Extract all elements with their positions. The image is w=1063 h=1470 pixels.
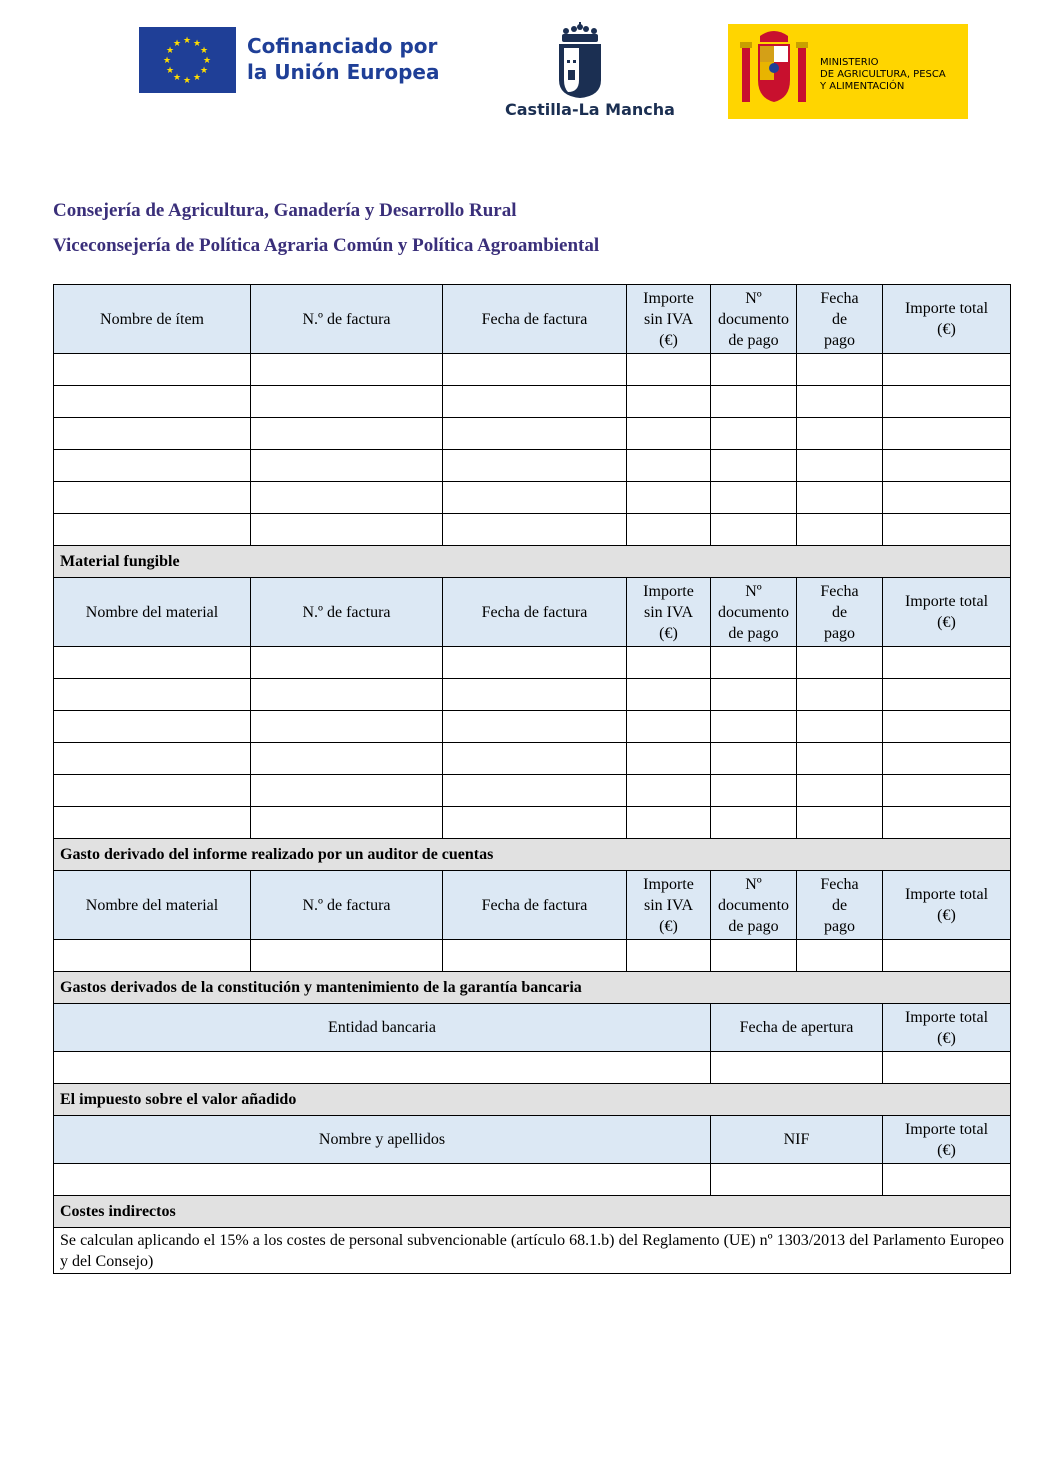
svg-text:★: ★ xyxy=(172,39,182,49)
svg-text:★: ★ xyxy=(165,66,175,76)
garantia-header-row xyxy=(54,1004,1011,1052)
input-cell[interactable] xyxy=(711,775,797,807)
input-cell[interactable] xyxy=(797,482,883,514)
input-cell[interactable] xyxy=(711,807,797,839)
section-title: Gastos derivados de la constitución y mantenimiento de la garantía bancaria xyxy=(54,972,1011,1004)
svg-text:★: ★ xyxy=(182,36,192,46)
table-row xyxy=(54,647,1011,679)
input-cell[interactable] xyxy=(883,647,1011,679)
col-num-factura: N.º de factura xyxy=(251,285,443,354)
input-cell[interactable] xyxy=(251,354,443,386)
input-cell[interactable] xyxy=(711,418,797,450)
input-cell[interactable] xyxy=(797,418,883,450)
input-cell[interactable] xyxy=(711,711,797,743)
input-cell[interactable] xyxy=(627,450,711,482)
table-row xyxy=(54,1164,1011,1196)
input-cell[interactable] xyxy=(54,743,251,775)
input-cell[interactable] xyxy=(443,418,627,450)
input-cell[interactable] xyxy=(711,450,797,482)
input-cell[interactable] xyxy=(883,354,1011,386)
input-cell[interactable] xyxy=(883,743,1011,775)
eu-logo-text xyxy=(247,33,439,85)
input-cell[interactable] xyxy=(797,514,883,546)
table-row xyxy=(54,775,1011,807)
input-cell[interactable] xyxy=(443,450,627,482)
section-auditor xyxy=(54,839,1011,871)
section-costes-indirectos xyxy=(54,1196,1011,1228)
ministry-text-line1: MINISTERIO xyxy=(820,57,879,68)
input-cell[interactable] xyxy=(627,386,711,418)
table-row xyxy=(54,418,1011,450)
input-cell[interactable] xyxy=(883,1052,1011,1084)
input-cell[interactable] xyxy=(883,386,1011,418)
input-cell[interactable] xyxy=(443,679,627,711)
col-fecha-pago: Fecha de pago xyxy=(797,578,883,647)
col-importe-total: Importe total (€) xyxy=(883,285,1011,354)
input-cell[interactable] xyxy=(251,482,443,514)
input-cell[interactable] xyxy=(627,940,711,972)
input-cell[interactable] xyxy=(627,647,711,679)
input-cell[interactable] xyxy=(54,711,251,743)
col-fecha-factura: Fecha de factura xyxy=(443,285,627,354)
col-nif: NIF xyxy=(711,1116,883,1164)
input-cell[interactable] xyxy=(54,450,251,482)
svg-text:★: ★ xyxy=(199,46,209,56)
input-cell[interactable] xyxy=(443,807,627,839)
table-row xyxy=(54,354,1011,386)
ministry-agriculture-logo xyxy=(728,24,968,119)
input-cell[interactable] xyxy=(711,386,797,418)
section-title: Material fungible xyxy=(54,546,1011,578)
col-importe-total: Importe total (€) xyxy=(883,1004,1011,1052)
input-cell[interactable] xyxy=(251,514,443,546)
svg-text:★: ★ xyxy=(165,46,175,56)
castle-crown-icon xyxy=(500,22,660,100)
input-cell[interactable] xyxy=(54,807,251,839)
col-num-factura: N.º de factura xyxy=(251,578,443,647)
input-cell[interactable] xyxy=(711,679,797,711)
eu-text-line1: Cofinanciado por xyxy=(247,34,438,58)
input-cell[interactable] xyxy=(797,775,883,807)
section-title: Gasto derivado del informe realizado por un auditor de cuentas xyxy=(54,839,1011,871)
castilla-la-mancha-logo xyxy=(500,22,675,124)
col-importe-total: Importe total (€) xyxy=(883,578,1011,647)
input-cell[interactable] xyxy=(443,386,627,418)
svg-text:★: ★ xyxy=(162,56,172,66)
input-cell[interactable] xyxy=(883,1164,1011,1196)
input-cell[interactable] xyxy=(54,418,251,450)
costes-indirectos-note-row xyxy=(54,1228,1011,1274)
expenses-form-table xyxy=(53,284,1011,1274)
input-cell[interactable] xyxy=(54,1052,711,1084)
input-cell[interactable] xyxy=(711,743,797,775)
input-cell[interactable] xyxy=(883,679,1011,711)
input-cell[interactable] xyxy=(54,354,251,386)
col-importe-sin-iva: Importe sin IVA (€) xyxy=(627,285,711,354)
ministry-text-line3: Y ALIMENTACIÓN xyxy=(820,81,905,92)
col-fecha-apertura: Fecha de apertura xyxy=(711,1004,883,1052)
col-fecha-factura: Fecha de factura xyxy=(443,871,627,940)
col-num-doc-pago: Nº documento de pago xyxy=(711,285,797,354)
col-num-doc-pago: Nº documento de pago xyxy=(711,578,797,647)
input-cell[interactable] xyxy=(54,679,251,711)
input-cell[interactable] xyxy=(443,775,627,807)
table-row xyxy=(54,514,1011,546)
input-cell[interactable] xyxy=(443,647,627,679)
col-nombre-item: Nombre de ítem xyxy=(54,285,251,354)
input-cell[interactable] xyxy=(797,711,883,743)
input-cell[interactable] xyxy=(883,711,1011,743)
material-header-row xyxy=(54,578,1011,647)
input-cell[interactable] xyxy=(251,386,443,418)
input-cell[interactable] xyxy=(627,743,711,775)
input-cell[interactable] xyxy=(54,386,251,418)
input-cell[interactable] xyxy=(797,354,883,386)
svg-text:★: ★ xyxy=(192,39,202,49)
table-row xyxy=(54,482,1011,514)
col-entidad-bancaria: Entidad bancaria xyxy=(54,1004,711,1052)
input-cell[interactable] xyxy=(54,940,251,972)
col-nombre-apellidos: Nombre y apellidos xyxy=(54,1116,711,1164)
eu-cofinancing-logo xyxy=(139,27,439,95)
table-row xyxy=(54,940,1011,972)
table-row xyxy=(54,807,1011,839)
input-cell[interactable] xyxy=(251,743,443,775)
input-cell[interactable] xyxy=(251,450,443,482)
input-cell[interactable] xyxy=(627,354,711,386)
viceconsejeria-heading: Viceconsejería de Política Agraria Común y Política Agroambiental xyxy=(53,235,600,256)
input-cell[interactable] xyxy=(711,354,797,386)
table-row xyxy=(54,679,1011,711)
input-cell[interactable] xyxy=(54,1164,711,1196)
input-cell[interactable] xyxy=(711,1164,883,1196)
items-header-row xyxy=(54,285,1011,354)
input-cell[interactable] xyxy=(251,711,443,743)
input-cell[interactable] xyxy=(54,514,251,546)
input-cell[interactable] xyxy=(711,647,797,679)
table-row xyxy=(54,743,1011,775)
section-material-fungible xyxy=(54,546,1011,578)
input-cell[interactable] xyxy=(883,450,1011,482)
svg-text:★: ★ xyxy=(182,76,192,86)
input-cell[interactable] xyxy=(883,807,1011,839)
input-cell[interactable] xyxy=(443,514,627,546)
clm-logo-text: Castilla-La Mancha xyxy=(505,100,675,119)
col-nombre-material: Nombre del material xyxy=(54,578,251,647)
input-cell[interactable] xyxy=(627,807,711,839)
col-importe-total: Importe total (€) xyxy=(883,1116,1011,1164)
input-cell[interactable] xyxy=(251,940,443,972)
svg-text:★: ★ xyxy=(192,73,202,83)
input-cell[interactable] xyxy=(627,514,711,546)
ministry-logo-text xyxy=(820,57,946,93)
section-title: El impuesto sobre el valor añadido xyxy=(54,1084,1011,1116)
input-cell[interactable] xyxy=(883,940,1011,972)
iva-header-row xyxy=(54,1116,1011,1164)
section-garantia-bancaria xyxy=(54,972,1011,1004)
input-cell[interactable] xyxy=(883,775,1011,807)
input-cell[interactable] xyxy=(797,679,883,711)
input-cell[interactable] xyxy=(883,514,1011,546)
input-cell[interactable] xyxy=(627,679,711,711)
input-cell[interactable] xyxy=(883,418,1011,450)
input-cell[interactable] xyxy=(797,450,883,482)
col-importe-sin-iva: Importe sin IVA (€) xyxy=(627,578,711,647)
input-cell[interactable] xyxy=(711,482,797,514)
input-cell[interactable] xyxy=(443,482,627,514)
col-importe-total: Importe total (€) xyxy=(883,871,1011,940)
input-cell[interactable] xyxy=(883,482,1011,514)
costes-indirectos-note: Se calculan aplicando el 15% a los costes de personal subvencionable (artículo 68.1.b) del Reglamento (UE) nº 1303/2013 del Parlamento Europeo y del Consejo) xyxy=(54,1228,1011,1274)
input-cell[interactable] xyxy=(443,354,627,386)
input-cell[interactable] xyxy=(443,743,627,775)
ministry-text-line2: DE AGRICULTURA, PESCA xyxy=(820,69,946,80)
input-cell[interactable] xyxy=(627,775,711,807)
input-cell[interactable] xyxy=(443,940,627,972)
eu-text-line2: la Unión Europea xyxy=(247,60,440,84)
input-cell[interactable] xyxy=(627,418,711,450)
col-fecha-pago: Fecha de pago xyxy=(797,871,883,940)
input-cell[interactable] xyxy=(797,647,883,679)
input-cell[interactable] xyxy=(797,940,883,972)
col-fecha-pago: Fecha de pago xyxy=(797,285,883,354)
svg-text:★: ★ xyxy=(172,73,182,83)
input-cell[interactable] xyxy=(251,807,443,839)
consejeria-heading: Consejería de Agricultura, Ganadería y Desarrollo Rural xyxy=(53,200,517,221)
input-cell[interactable] xyxy=(627,711,711,743)
input-cell[interactable] xyxy=(251,647,443,679)
eu-flag-icon xyxy=(139,27,236,93)
input-cell[interactable] xyxy=(797,743,883,775)
table-row xyxy=(54,1052,1011,1084)
col-nombre-material: Nombre del material xyxy=(54,871,251,940)
svg-text:★: ★ xyxy=(199,66,209,76)
input-cell[interactable] xyxy=(797,386,883,418)
input-cell[interactable] xyxy=(711,1052,883,1084)
input-cell[interactable] xyxy=(711,940,797,972)
input-cell[interactable] xyxy=(251,679,443,711)
table-row xyxy=(54,386,1011,418)
input-cell[interactable] xyxy=(443,711,627,743)
svg-text:★: ★ xyxy=(202,56,212,66)
auditor-header-row xyxy=(54,871,1011,940)
input-cell[interactable] xyxy=(54,482,251,514)
input-cell[interactable] xyxy=(797,807,883,839)
table-row xyxy=(54,711,1011,743)
input-cell[interactable] xyxy=(54,647,251,679)
input-cell[interactable] xyxy=(627,482,711,514)
spain-coat-of-arms-icon xyxy=(736,24,816,119)
col-num-factura: N.º de factura xyxy=(251,871,443,940)
input-cell[interactable] xyxy=(711,514,797,546)
section-iva xyxy=(54,1084,1011,1116)
input-cell[interactable] xyxy=(251,418,443,450)
table-row xyxy=(54,450,1011,482)
col-importe-sin-iva: Importe sin IVA (€) xyxy=(627,871,711,940)
input-cell[interactable] xyxy=(251,775,443,807)
section-title: Costes indirectos xyxy=(54,1196,1011,1228)
input-cell[interactable] xyxy=(54,775,251,807)
col-num-doc-pago: Nº documento de pago xyxy=(711,871,797,940)
col-fecha-factura: Fecha de factura xyxy=(443,578,627,647)
